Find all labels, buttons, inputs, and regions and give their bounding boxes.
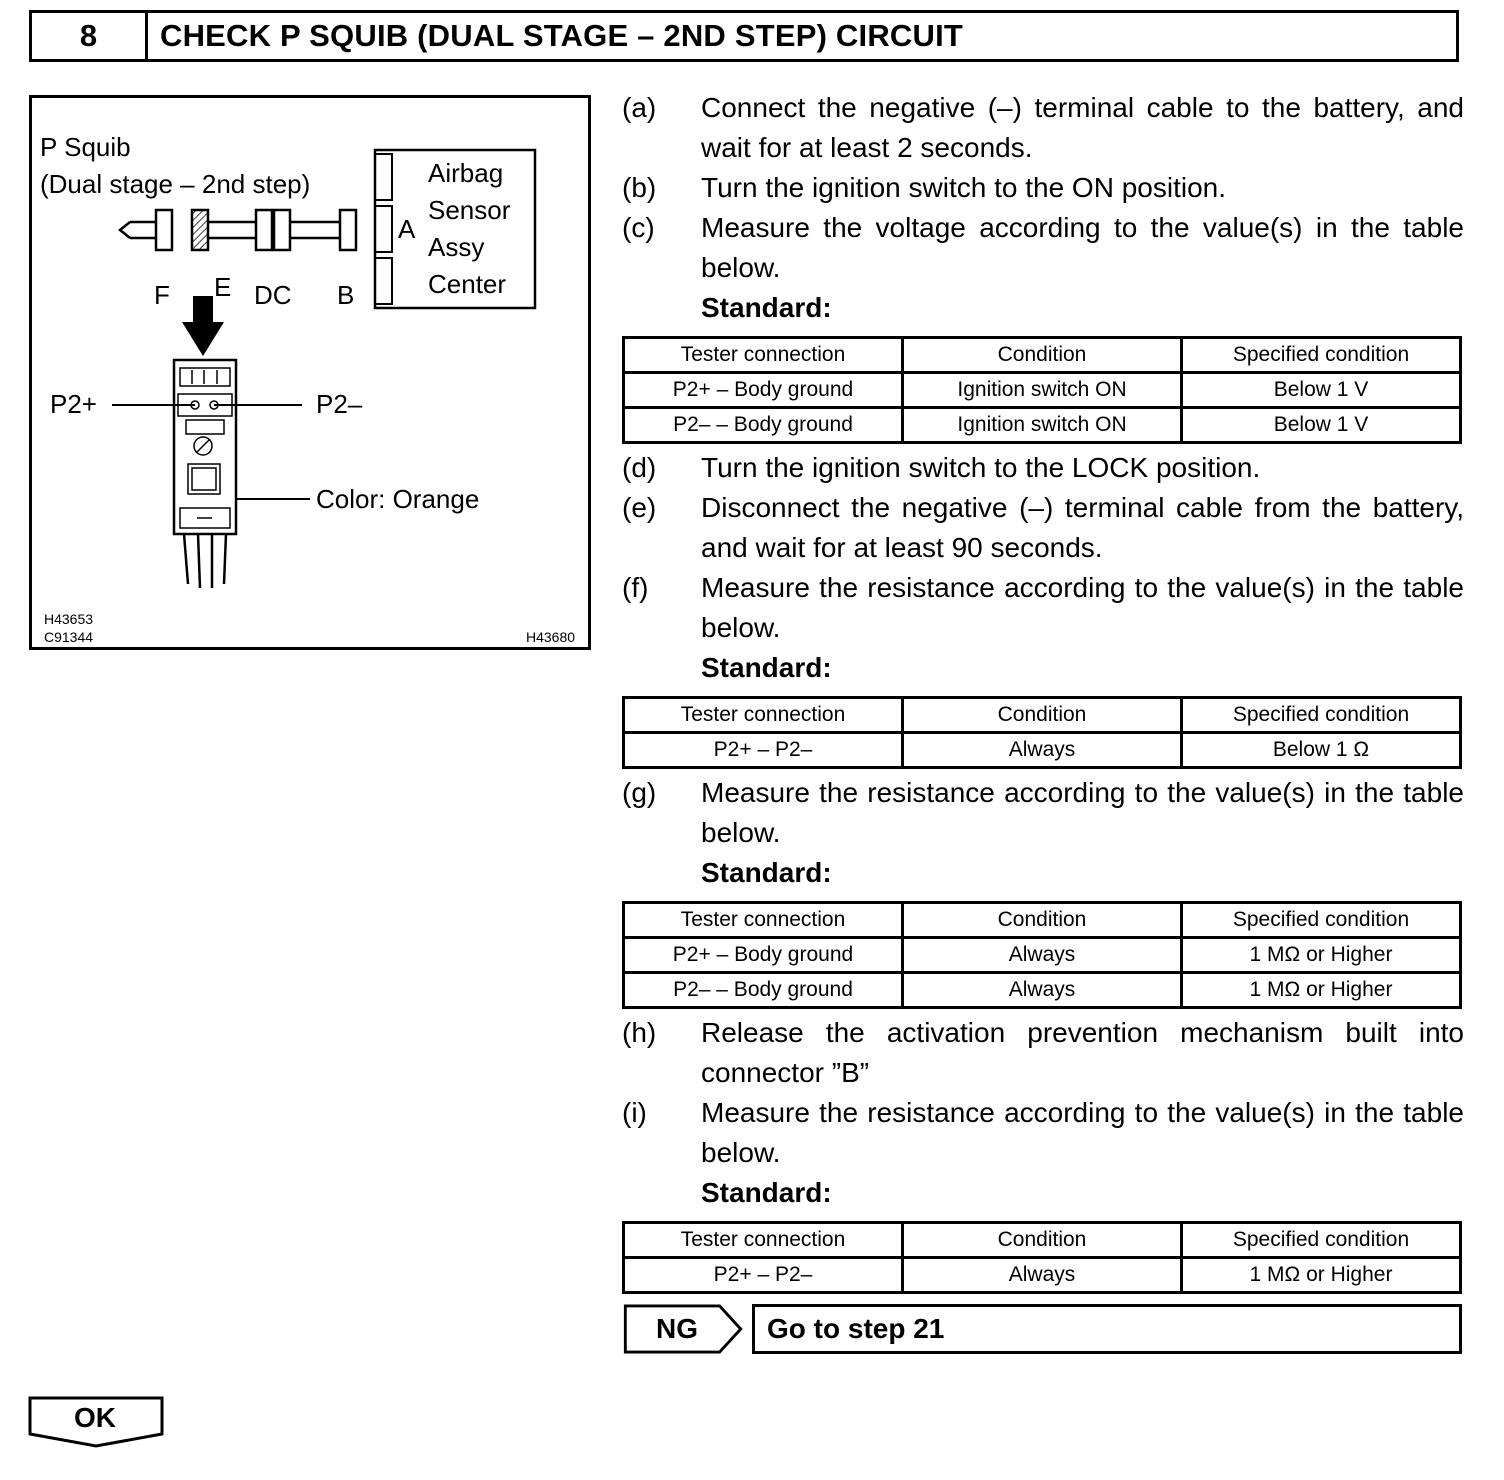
resistance-table-2	[622, 901, 1462, 1009]
ecu-pin-slot	[375, 206, 392, 252]
ecu-pin-slot	[375, 154, 392, 200]
table-row: P2– – Body ground Always 1 MΩ or Higher	[624, 973, 1461, 1008]
step-header	[29, 10, 1459, 62]
connector-e	[192, 210, 208, 250]
step-title: CHECK P SQUIB (DUAL STAGE – 2ND STEP) CIRCUIT	[160, 18, 964, 53]
standard-label: Standard:	[701, 652, 832, 683]
table-row: P2+ – Body ground Always 1 MΩ or Higher	[624, 938, 1461, 973]
table-row: P2– – Body ground Ignition switch ON Below 1 V	[624, 408, 1461, 443]
connector-label-dc: DC	[254, 280, 292, 310]
connector-b	[340, 210, 356, 250]
ecu-name-line-3: Assy	[428, 232, 485, 262]
ng-result	[622, 1304, 1462, 1356]
table-row: P2+ – Body ground Ignition switch ON Below 1 V	[624, 373, 1461, 408]
connector-label-f: F	[154, 280, 170, 310]
terminal-label-p2-plus: P2+	[50, 389, 97, 419]
connector-label-e: E	[214, 272, 232, 302]
step-g: (g) Measure the resistance according to the value(s) in the table below.	[622, 777, 1464, 848]
step-i: (i) Measure the resistance according to the value(s) in the table below.	[622, 1097, 1464, 1168]
step-f: (f) Measure the resistance according to the value(s) in the table below.	[622, 572, 1464, 643]
ok-result	[28, 1396, 166, 1448]
table-row: P2+ – P2– Always Below 1 Ω	[624, 733, 1461, 768]
color-note: Color: Orange	[316, 484, 480, 514]
table-header-row: Tester connection Condition Specified condition	[624, 903, 1461, 938]
ng-action-link[interactable]: Go to step 21	[752, 1304, 1462, 1354]
ecu-connector-label: A	[398, 214, 416, 244]
arrow-down-icon	[193, 296, 213, 322]
table-header-row: Tester connection Condition Specified condition	[624, 1223, 1461, 1258]
ecu-name-line-2: Sensor	[428, 195, 511, 225]
ref-code: C91344	[44, 629, 94, 645]
step-e: (e) Disconnect the negative (–) terminal cable from the battery, and wait for at least 90 seconds.	[622, 492, 1464, 563]
standard-label: Standard:	[701, 292, 832, 323]
standard-label: Standard:	[701, 1177, 832, 1208]
step-h: (h) Release the activation prevention mechanism built into connector ”B”	[622, 1017, 1464, 1088]
ok-label: OK	[74, 1402, 116, 1433]
connector-d	[256, 210, 272, 250]
connector-f	[156, 210, 172, 250]
arrow-down-head	[182, 322, 224, 356]
connector-c	[274, 210, 290, 250]
ecu-pin-slot	[375, 258, 392, 304]
ref-code: H43653	[44, 611, 94, 627]
squib-label: P Squib	[40, 132, 131, 162]
step-c: (c) Measure the voltage according to the value(s) in the table below.	[622, 212, 1464, 283]
squib-end-icon	[120, 222, 130, 238]
connector-diagram	[29, 95, 591, 650]
resistance-table-1	[622, 696, 1462, 769]
ecu-name-line-4: Center	[428, 269, 507, 299]
step-b: (b) Turn the ignition switch to the ON position.	[622, 172, 1226, 203]
table-header-row: Tester connection Condition Specified condition	[624, 338, 1461, 373]
step-number: 8	[32, 13, 148, 59]
connector-label-b: B	[337, 280, 355, 310]
squib-stage-label: (Dual stage – 2nd step)	[40, 169, 311, 199]
procedure-steps	[622, 88, 1464, 1356]
table-header-row: Tester connection Condition Specified condition	[624, 698, 1461, 733]
standard-label: Standard:	[701, 857, 832, 888]
step-d: (d) Turn the ignition switch to the LOCK position.	[622, 452, 1261, 483]
ng-label: NG	[656, 1313, 698, 1344]
resistance-table-3	[622, 1221, 1462, 1294]
ecu-name-line-1: Airbag	[428, 158, 504, 188]
ref-code: H43680	[526, 629, 576, 645]
voltage-table	[622, 336, 1462, 444]
step-a: (a) Connect the negative (–) terminal cable to the battery, and wait for at least 2 seconds.	[622, 92, 1464, 163]
terminal-label-p2-minus: P2–	[316, 389, 363, 419]
connector-diagram-drawing	[32, 98, 588, 647]
table-row: P2+ – P2– Always 1 MΩ or Higher	[624, 1258, 1461, 1293]
